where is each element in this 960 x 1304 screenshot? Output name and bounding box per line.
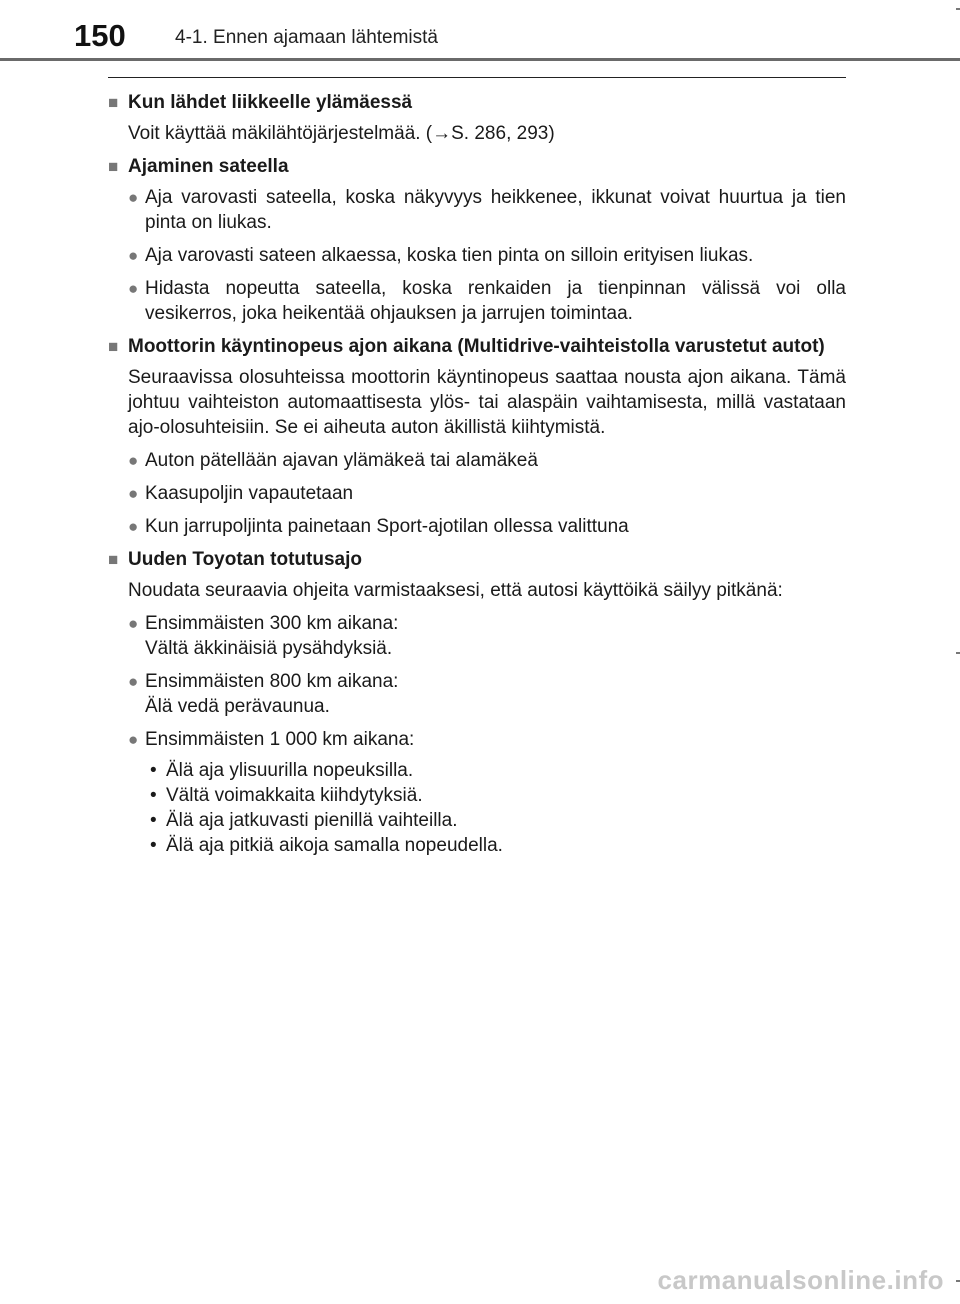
circle-bullet-icon: ● <box>128 279 139 298</box>
watermark: carmanualsonline.info <box>657 1265 944 1295</box>
list-item-line: Älä vedä perävaunua. <box>145 696 330 717</box>
list-item <box>128 514 846 539</box>
section-title-text: Moottorin käyntinopeus ajon aikana (Multidrive-vaihteistolla varustetut autot) <box>128 336 825 357</box>
list-item-line: Ensimmäisten 300 km aikana: <box>145 613 399 634</box>
chapter-title: 4-1. Ennen ajamaan lähtemistä <box>175 27 438 48</box>
list-item-line: Vältä äkkinäisiä pysähdyksiä. <box>145 638 393 659</box>
list-item-text <box>145 669 846 719</box>
square-bullet-icon: ■ <box>108 337 119 356</box>
edge-tick <box>956 652 960 654</box>
sub-list-item <box>145 783 846 808</box>
section-break-in <box>108 547 846 858</box>
section-paragraph: Noudata seuraavia ohjeita varmistaaksesi, että autosi käyttöikä säilyy pitkänä: <box>128 580 783 601</box>
square-bullet-icon: ■ <box>108 157 119 176</box>
sub-list-item <box>145 833 846 858</box>
circle-bullet-icon: ● <box>128 246 139 265</box>
circle-bullet-icon: ● <box>128 484 139 503</box>
section-rain-driving <box>108 154 846 326</box>
list-item-text: Hidasta nopeutta sateella, koska renkaiden ja tienpinnan välissä voi olla vesikerros, joka heikentää ohjauksen ja jarrujen toimintaa. <box>145 278 846 324</box>
list-item <box>128 448 846 473</box>
section-title <box>108 90 846 115</box>
sub-list-item-text: Älä aja pitkiä aikoja samalla nopeudella. <box>166 835 503 856</box>
square-bullet-icon: ■ <box>108 93 119 112</box>
circle-bullet-icon: ● <box>128 451 139 470</box>
circle-bullet-icon: ● <box>128 188 139 207</box>
circle-bullet-icon: ● <box>128 730 139 749</box>
dot-bullet-icon: • <box>150 785 157 806</box>
header-rule <box>0 58 960 61</box>
section-title-text: Uuden Toyotan totutusajo <box>128 549 362 570</box>
circle-bullet-icon: ● <box>128 672 139 691</box>
dot-bullet-icon: • <box>150 810 157 831</box>
dot-bullet-icon: • <box>150 760 157 781</box>
sub-list-item <box>145 808 846 833</box>
list-item <box>128 669 846 719</box>
list-item <box>128 243 846 268</box>
list-item-text: Aja varovasti sateen alkaessa, koska tien pinta on silloin erityisen liukas. <box>145 245 754 266</box>
page-content <box>108 77 846 864</box>
list-item-line: Ensimmäisten 800 km aikana: <box>145 671 399 692</box>
section-hill-start <box>108 90 846 146</box>
dot-bullet-icon: • <box>150 835 157 856</box>
list-item <box>128 276 846 326</box>
edge-tick <box>956 8 960 10</box>
sub-list <box>145 758 846 858</box>
section-title <box>108 334 846 359</box>
section-title <box>108 547 846 572</box>
list-item <box>128 611 846 661</box>
section-paragraph: Voit käyttää mäkilähtöjärjestelmää. (→S. 286, 293) <box>128 123 555 144</box>
list-item <box>128 185 846 235</box>
sub-list-item-text: Vältä voimakkaita kiihdytyksiä. <box>166 785 423 806</box>
page-number: 150 <box>74 18 126 53</box>
circle-bullet-icon: ● <box>128 614 139 633</box>
section-engine-speed <box>108 334 846 539</box>
section-title-text: Ajaminen sateella <box>128 156 289 177</box>
list-item-text <box>145 727 846 752</box>
page-header <box>0 0 960 62</box>
list-item <box>128 481 846 506</box>
list-item-text: Kun jarrupoljinta painetaan Sport-ajotilan ollessa valittuna <box>145 516 629 537</box>
section-paragraph: Seuraavissa olosuhteissa moottorin käyntinopeus saattaa nousta ajon aikana. Tämä johtuu vaihteiston automaattisesta ylös- tai alaspäin vaihtamisesta, millä vastataan ajo-olosuhteisiin. Se ei aiheuta auton äkillistä kiihtymistä. <box>128 367 846 438</box>
list-item-text: Auton pätellään ajavan ylämäkeä tai alamäkeä <box>145 450 538 471</box>
section-title-text: Kun lähdet liikkeelle ylämäessä <box>128 92 413 113</box>
edge-tick <box>956 1280 960 1282</box>
list-item <box>128 727 846 752</box>
sub-list-item <box>145 758 846 783</box>
list-item-text: Kaasupoljin vapautetaan <box>145 483 354 504</box>
section-title <box>108 154 846 179</box>
sub-list-item-text: Älä aja ylisuurilla nopeuksilla. <box>166 760 414 781</box>
list-item-text: Aja varovasti sateella, koska näkyvyys heikkenee, ikkunat voivat huurtua ja tien pinta on liukas. <box>145 187 846 233</box>
square-bullet-icon: ■ <box>108 550 119 569</box>
sub-list-item-text: Älä aja jatkuvasti pienillä vaihteilla. <box>166 810 458 831</box>
list-item-line: Ensimmäisten 1 000 km aikana: <box>145 729 415 750</box>
circle-bullet-icon: ● <box>128 517 139 536</box>
list-item-text <box>145 611 846 661</box>
